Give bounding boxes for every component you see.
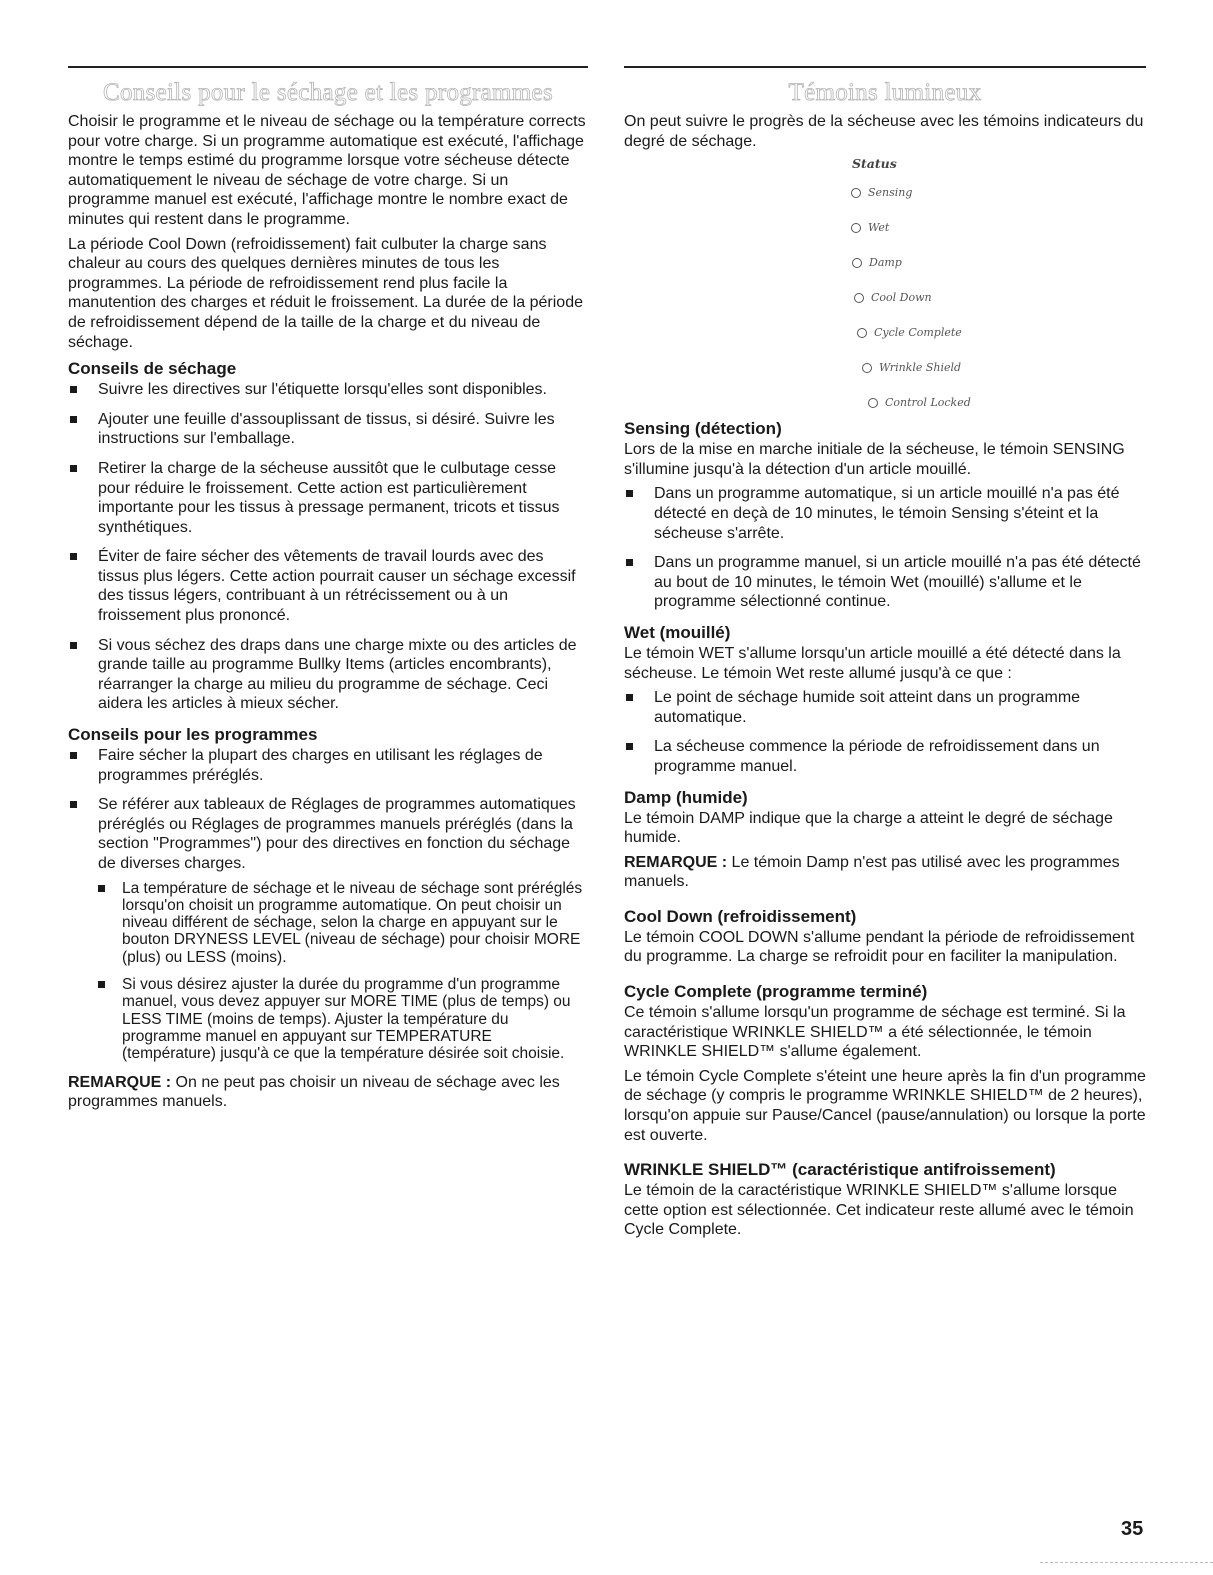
wet-heading: Wet (mouillé) xyxy=(624,622,731,642)
note-label: REMARQUE : xyxy=(624,853,728,871)
list-item xyxy=(68,795,588,873)
led-circle-icon xyxy=(857,328,867,338)
damp-heading: Damp (humide) xyxy=(624,787,748,807)
cycle-complete-text-2: Le témoin Cycle Complete s'éteint une heure après la fin d'un programme de séchage (y compris le programme WRINKLE SHIELD™ de 2 heures), lorsqu'on appuie sur Pause/Cancel (pause/annulation) ou lorsque la porte est ouverte. xyxy=(624,1067,1146,1144)
led-circle-icon xyxy=(851,188,861,198)
status-led-wrinkle-shield xyxy=(862,361,961,374)
right-top-rule xyxy=(624,66,1146,68)
right-intro: On peut suivre le progrès de la sécheuse avec les témoins indicateurs du degré de séchage. xyxy=(624,113,1144,150)
sensing-text: Lors de la mise en marche initiale de la sécheuse, le témoin SENSING s'illumine jusqu'à la détection d'un article mouillé. xyxy=(624,441,1125,478)
status-label: Wet xyxy=(868,221,890,235)
status-led-cool-down xyxy=(854,291,932,304)
left-column xyxy=(68,66,588,1117)
list-item: Le point de séchage humide soit atteint dans un programme automatique. xyxy=(624,688,1146,727)
damp-note xyxy=(624,853,1146,892)
status-label: Cycle Complete xyxy=(874,326,962,340)
wet-text: Le témoin WET s'allume lorsqu'un article mouillé a été détecté dans la sécheuse. Le témoin Wet reste allumé jusqu'à ce que : xyxy=(624,644,1121,682)
status-label: Damp xyxy=(869,256,902,270)
led-circle-icon xyxy=(862,363,872,373)
status-led-damp xyxy=(852,256,902,269)
sub-list-item: La température de séchage et le niveau de séchage sont préréglés lorsqu'on choisit un programme automatique. On peut choisir un niveau différent de séchage, selon la charge en appuyant sur le bouton DRYNESS LEVEL (niveau de séchage) pour choisir MORE (plus) ou LESS (moins). xyxy=(96,880,588,966)
cool-down-heading: Cool Down (refroidissement) xyxy=(624,906,857,926)
right-column xyxy=(624,66,1146,1245)
cool-down-text: Le témoin COOL DOWN s'allume pendant la période de refroidissement du programme. La charge se refroidit pour en faciliter la manipulation. xyxy=(624,928,1135,966)
list-item: Si vous séchez des draps dans une charge mixte ou des articles de grande taille au programme Bullky Items (articles encombrants), réarranger la charge au milieu du programme de séchage. Ceci aidera les articles à mieux sécher. xyxy=(68,636,588,714)
drying-tips-list xyxy=(68,380,588,714)
sub-list-item: Si vous désirez ajuster la durée du programme d'un programme manuel, vous devez appuyer sur MORE TIME (plus de temps) ou LESS TIME (moins de temps). Ajuster la température du programme manuel en appuyant sur TEMPERATURE (température) jusqu'à ce que la température désirée soit choisie. xyxy=(96,976,588,1062)
list-item: Ajouter une feuille d'assouplissant de tissus, si désiré. Suivre les instructions sur l'emballage. xyxy=(68,410,588,449)
sensing-list xyxy=(624,484,1146,612)
led-circle-icon xyxy=(851,223,861,233)
led-circle-icon xyxy=(852,258,862,268)
note-label: REMARQUE : xyxy=(68,1073,172,1091)
note-text: On ne peut pas choisir un niveau de séchage avec les programmes manuels. xyxy=(68,1073,560,1111)
list-item: Suivre les directives sur l'étiquette lorsqu'elles sont disponibles. xyxy=(68,380,588,400)
note-text: Le témoin Damp n'est pas utilisé avec les programmes manuels. xyxy=(624,853,1120,891)
damp-text: Le témoin DAMP indique que la charge a atteint le degré de séchage humide. xyxy=(624,809,1113,847)
list-item: Dans un programme automatique, si un article mouillé n'a pas été détecté en deçà de 10 minutes, le témoin Sensing s'éteint et la sécheuse s'arrête. xyxy=(624,484,1146,543)
list-item: Éviter de faire sécher des vêtements de travail lourds avec des tissus plus légers. Cette action pourrait causer un séchage excessif des tissus légers, contribuant à un rétrécissement ou à un froissement plus prononcé. xyxy=(68,547,588,625)
list-item-text: Se référer aux tableaux de Réglages de programmes automatiques préréglés ou Réglages de programmes manuels préréglés (dans la section "Programmes") pour des directives en fonction du séchage de diverses charges. xyxy=(98,796,576,872)
left-section-title: Conseils pour le séchage et les programmes xyxy=(103,79,553,106)
status-label: Cool Down xyxy=(871,291,932,305)
cycle-complete-text-1: Ce témoin s'allume lorsqu'un programme de séchage est terminé. Si la caractéristique WRINKLE SHIELD™ a été sélectionnée, le témoin WRINKLE SHIELD™ s'allume également. xyxy=(624,1004,1126,1061)
status-label: Wrinkle Shield xyxy=(879,361,962,375)
program-tips-sublist xyxy=(96,880,588,1063)
program-tips-heading: Conseils pour les programmes xyxy=(68,725,318,745)
status-label: Sensing xyxy=(868,186,913,200)
led-circle-icon xyxy=(854,293,864,303)
status-indicator-panel xyxy=(624,156,1146,412)
sensing-heading: Sensing (détection) xyxy=(624,419,782,439)
bottom-edge-mark xyxy=(1040,1562,1213,1563)
status-led-cycle-complete xyxy=(857,326,962,339)
status-led-wet xyxy=(851,221,889,234)
cycle-complete-heading: Cycle Complete (programme terminé) xyxy=(624,982,928,1002)
wrinkle-shield-heading: WRINKLE SHIELD™ (caractéristique antifroissement) xyxy=(624,1160,1056,1180)
status-led-control-locked xyxy=(868,396,971,409)
list-item: Dans un programme manuel, si un article mouillé n'a pas été détecté au bout de 10 minutes, le témoin Wet (mouillé) s'allume et le programme sélectionné continue. xyxy=(624,553,1146,612)
status-led-sensing xyxy=(851,186,912,199)
intro-paragraph-2: La période Cool Down (refroidissement) fait culbuter la charge sans chaleur au cours des quelques dernières minutes de tous les programmes. La période de refroidissement rend plus facile la manutention des charges et réduit le froissement. La durée de la période de refroidissement dépend de la taille de la charge et du niveau de séchage. xyxy=(68,235,583,351)
program-tips-list xyxy=(68,746,588,874)
list-item: Retirer la charge de la sécheuse aussitôt que le culbutage cesse pour réduire le froissement. Cette action est particulièrement importante pour les tissus à pressage permanent, tricots et tissus synthétiques. xyxy=(68,459,588,537)
wet-list xyxy=(624,688,1146,776)
left-top-rule xyxy=(68,66,588,68)
right-section-title: Témoins lumineux xyxy=(788,79,982,106)
list-item: Faire sécher la plupart des charges en utilisant les réglages de programmes préréglés. xyxy=(68,746,588,785)
status-label: Control Locked xyxy=(885,396,971,410)
led-circle-icon xyxy=(868,398,878,408)
wrinkle-shield-text: Le témoin de la caractéristique WRINKLE SHIELD™ s'allume lorsque cette option est sélectionnée. Cet indicateur reste allumé avec le témoin Cycle Complete. xyxy=(624,1182,1134,1239)
drying-tips-heading: Conseils de séchage xyxy=(68,359,237,379)
list-item: La sécheuse commence la période de refroidissement dans un programme manuel. xyxy=(624,737,1146,776)
page-number: 35 xyxy=(1121,1518,1144,1540)
program-tips-note xyxy=(68,1073,588,1112)
intro-paragraph-1: Choisir le programme et le niveau de séchage ou la température corrects pour votre charge. Si un programme automatique est exécuté, l'affichage montre le temps estimé du programme lorsque votre sécheuse détecte automatiquement le niveau de séchage de votre charge. Si un programme manuel est exécuté, l'affichage montre le nombre exact de minutes qui restent dans le programme. xyxy=(68,113,586,228)
status-panel-title: Status xyxy=(852,156,897,172)
